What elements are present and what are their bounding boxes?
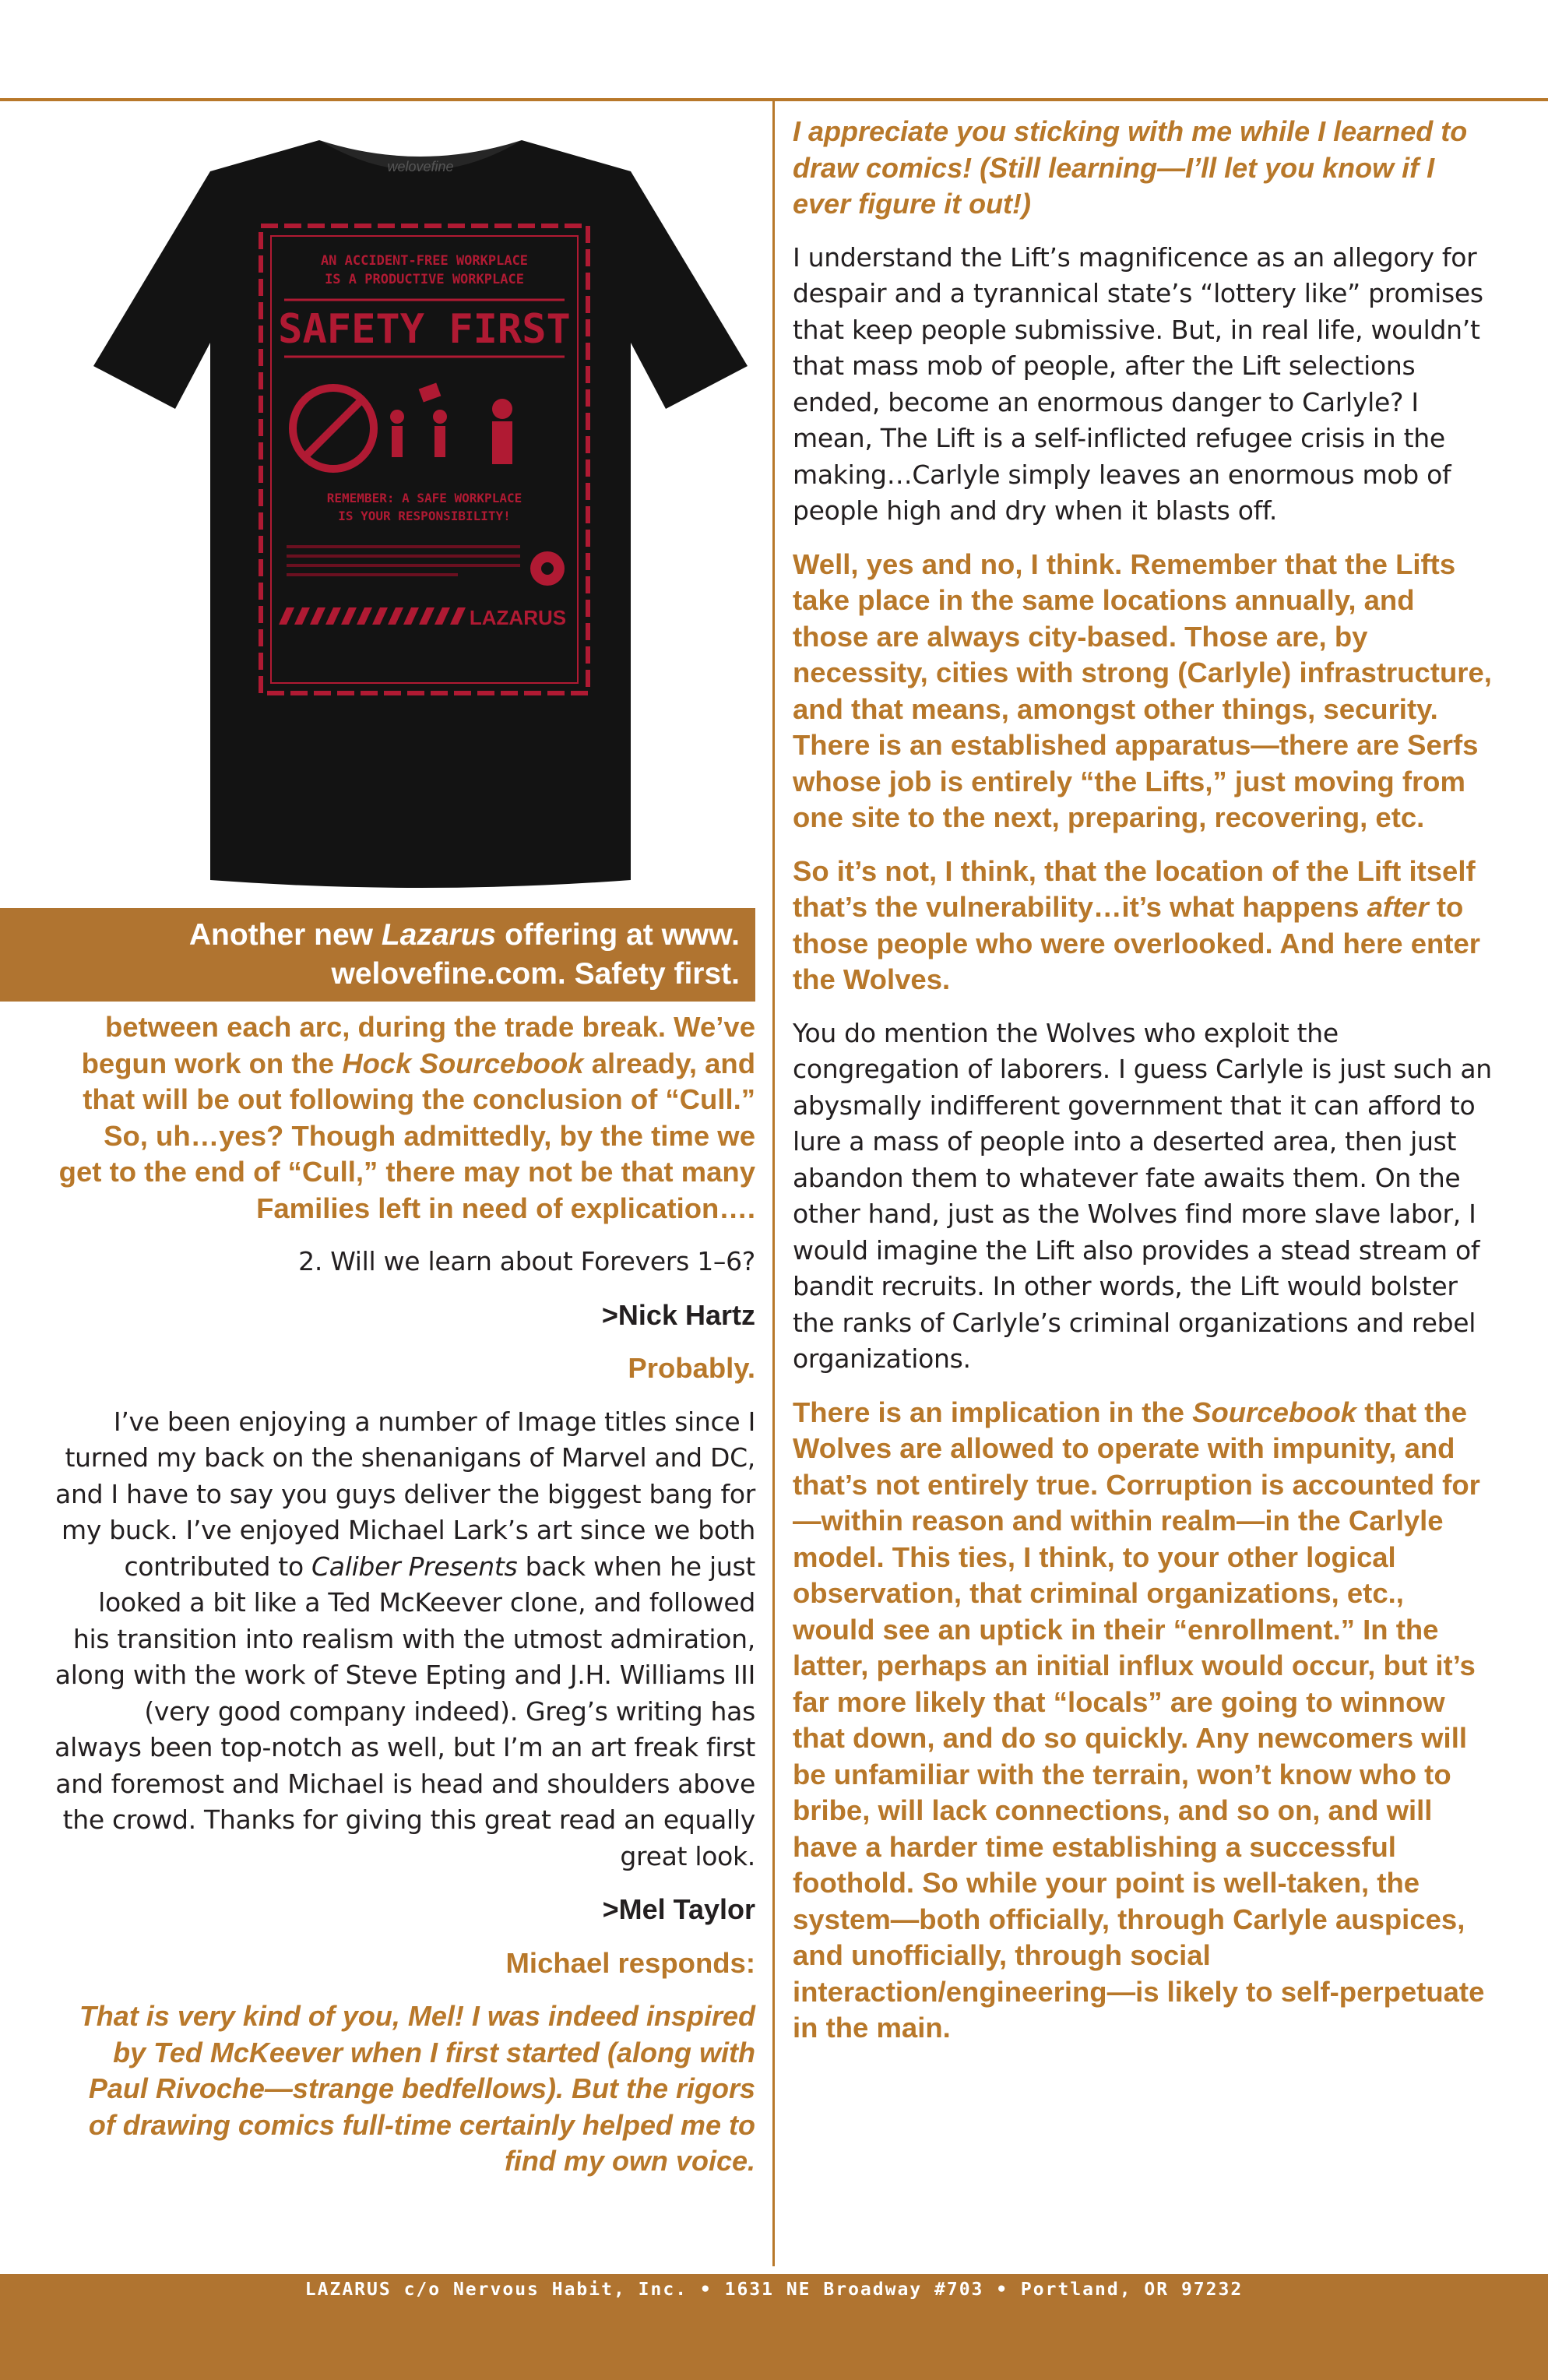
print-line1: AN ACCIDENT-FREE WORKPLACE bbox=[320, 253, 529, 269]
letter-text: I’ve been enjoying a number of Image titles since I turned my back on the shenanigans of Marvel and DC, and I have to say you guys deliver the biggest bang for my buck. I’ve enjoyed Michael Lark’s art since we both contributed to bbox=[55, 1406, 755, 1582]
print-line2: IS A PRODUCTIVE WORKPLACE bbox=[325, 272, 524, 287]
print-brand: LAZARUS bbox=[469, 606, 567, 629]
caption-line1-after: offering at www. bbox=[496, 918, 740, 952]
letter-paragraph: You do mention the Wolves who exploit the congregation of laborers. I guess Carlyle is just such an abysmally indifferent government that it can afford to lure a mass of people into a deserted area, then just abandon them to whatever fate awaits them. On the other hand, just as the Wolves find more slave labor, I would imagine the Lift also provides a stead stream of bandit recruits. In other words, the Lift would bolster the ranks of Carlyle’s criminal organizations and rebel organizations. bbox=[793, 1017, 1492, 1374]
tshirt-image bbox=[86, 109, 755, 903]
footer-address: LAZARUS c/o Nervous Habit, Inc. • 1631 NE Broadway #703 • Portland, OR 97232 bbox=[304, 2280, 1244, 2300]
answer-paragraph: Well, yes and no, I think. Remember that the Lifts take place in the same locations annually, and those are always city-based. Those are, by necessity, cities with strong (Carlyle) infrastructure, and that means, amongst other things, security. There is an established apparatus—there are Serfs whose job is entirely “the Lifts,” just moving from one site to the next, preparing, recovering, etc. bbox=[793, 547, 1492, 833]
answer-text: that the Wolves are allowed to operate with impunity, and that’s not entirely true. Corruption is accounted for—within reason and within realm—in the Carlyle model. This ties, I think, to your other logical observation, that criminal organizations, etc., would see an uptick in their “enrollment.” In the latter, perhaps an initial influx would occur, but it’s far more likely that “locals” are going to winnow that down, and do so quickly. Any newcomers will be unfamiliar with the terrain, won’t know who to bribe, will lack connections, and so on, and will have a harder time establishing a successful foothold. So while your point is well-taken, the system—both officially, through Carlyle auspices, and unofficially, through social interaction/engineering—is likely to self-perpetuate in the main. bbox=[793, 1396, 1485, 2044]
answer-text: between each arc, during the trade break. We’ve begun work on the bbox=[81, 1011, 755, 1079]
tshirt-illustration bbox=[86, 109, 755, 903]
right-column bbox=[793, 114, 1493, 2064]
image-caption bbox=[0, 908, 755, 1002]
reply-continuation: I appreciate you sticking with me while I learned to draw comics! (Still learning—I’ll let you know if I ever figure it out!) bbox=[793, 115, 1468, 220]
answer-em: after bbox=[1367, 891, 1429, 923]
answer-paragraph bbox=[793, 1395, 1493, 2047]
caption-line2: welovefine.com. Safety first. bbox=[331, 957, 740, 991]
neck-label: welovefine bbox=[387, 159, 454, 174]
answer-probably: Probably. bbox=[628, 1352, 755, 1384]
letter-paragraph bbox=[55, 1404, 755, 1875]
column-divider bbox=[772, 101, 775, 2266]
signature-mel: >Mel Taylor bbox=[602, 1893, 755, 1925]
answer-text: So it’s not, I think, that the location of the Lift itself that’s the vulnerability…it’s what happens bbox=[793, 854, 1476, 923]
answer-text: to those people who were overlooked. And here enter the Wolves. bbox=[793, 891, 1480, 995]
letter-em: Caliber Presents bbox=[311, 1551, 518, 1582]
left-column bbox=[55, 1009, 755, 2197]
print-title: SAFETY FIRST bbox=[278, 306, 571, 353]
caption-line1-before: Another new bbox=[188, 918, 382, 952]
answer-text: There is an implication in the bbox=[793, 1396, 1193, 1428]
answer-text: already, and that will be out following the conclusion of “Cull.” So, uh…yes? Though admittedly, by the time we get to the end of “Cull,” there may not be that many Families left in need of explication…. bbox=[58, 1047, 755, 1224]
letter-text: back when he just looked a bit like a Ted McKeever clone, and followed his transition into realism with the utmost admiration, along with the work of Steve Epting and J.H. Williams III (very good company indeed). Greg’s writing has always been top-notch as well, but I’m an art freak first and foremost and Michael is head and shoulders above the crowd. Thanks for giving this great read an equally great look. bbox=[55, 1551, 755, 1871]
reply-paragraph: That is very kind of you, Mel! I was indeed inspired by Ted McKeever when I first started (along with Paul Rivoche—strange bedfellows). But the rigors of drawing comics full-time certainly helped me to find my own voice. bbox=[79, 2000, 755, 2177]
letter-paragraph: I understand the Lift’s magnificence as an allegory for despair and a tyrannical state’s “lottery like” promises that keep people submissive. But, in real life, wouldn’t that mass mob of people, after the Lift selections ended, become an enormous danger to Carlyle? I mean, The Lift is a self-inflicted refugee crisis in the making…Carlyle simply leaves an enormous mob of people high and dry when it blasts off. bbox=[793, 241, 1483, 526]
signature-nick: >Nick Hartz bbox=[601, 1298, 755, 1331]
print-remember1: REMEMBER: A SAFE WORKPLACE bbox=[326, 491, 522, 505]
caption-line1-em: Lazarus bbox=[381, 918, 497, 952]
answer-paragraph bbox=[55, 1009, 755, 1227]
answer-em: Hock Sourcebook bbox=[342, 1047, 584, 1079]
print-remember2: IS YOUR RESPONSIBILITY! bbox=[338, 509, 511, 523]
question-paragraph: 2. Will we learn about Forevers 1–6? bbox=[298, 1246, 755, 1276]
responder-heading: Michael responds: bbox=[505, 1946, 755, 1979]
answer-paragraph bbox=[793, 854, 1493, 998]
answer-em: Sourcebook bbox=[1192, 1396, 1357, 1428]
